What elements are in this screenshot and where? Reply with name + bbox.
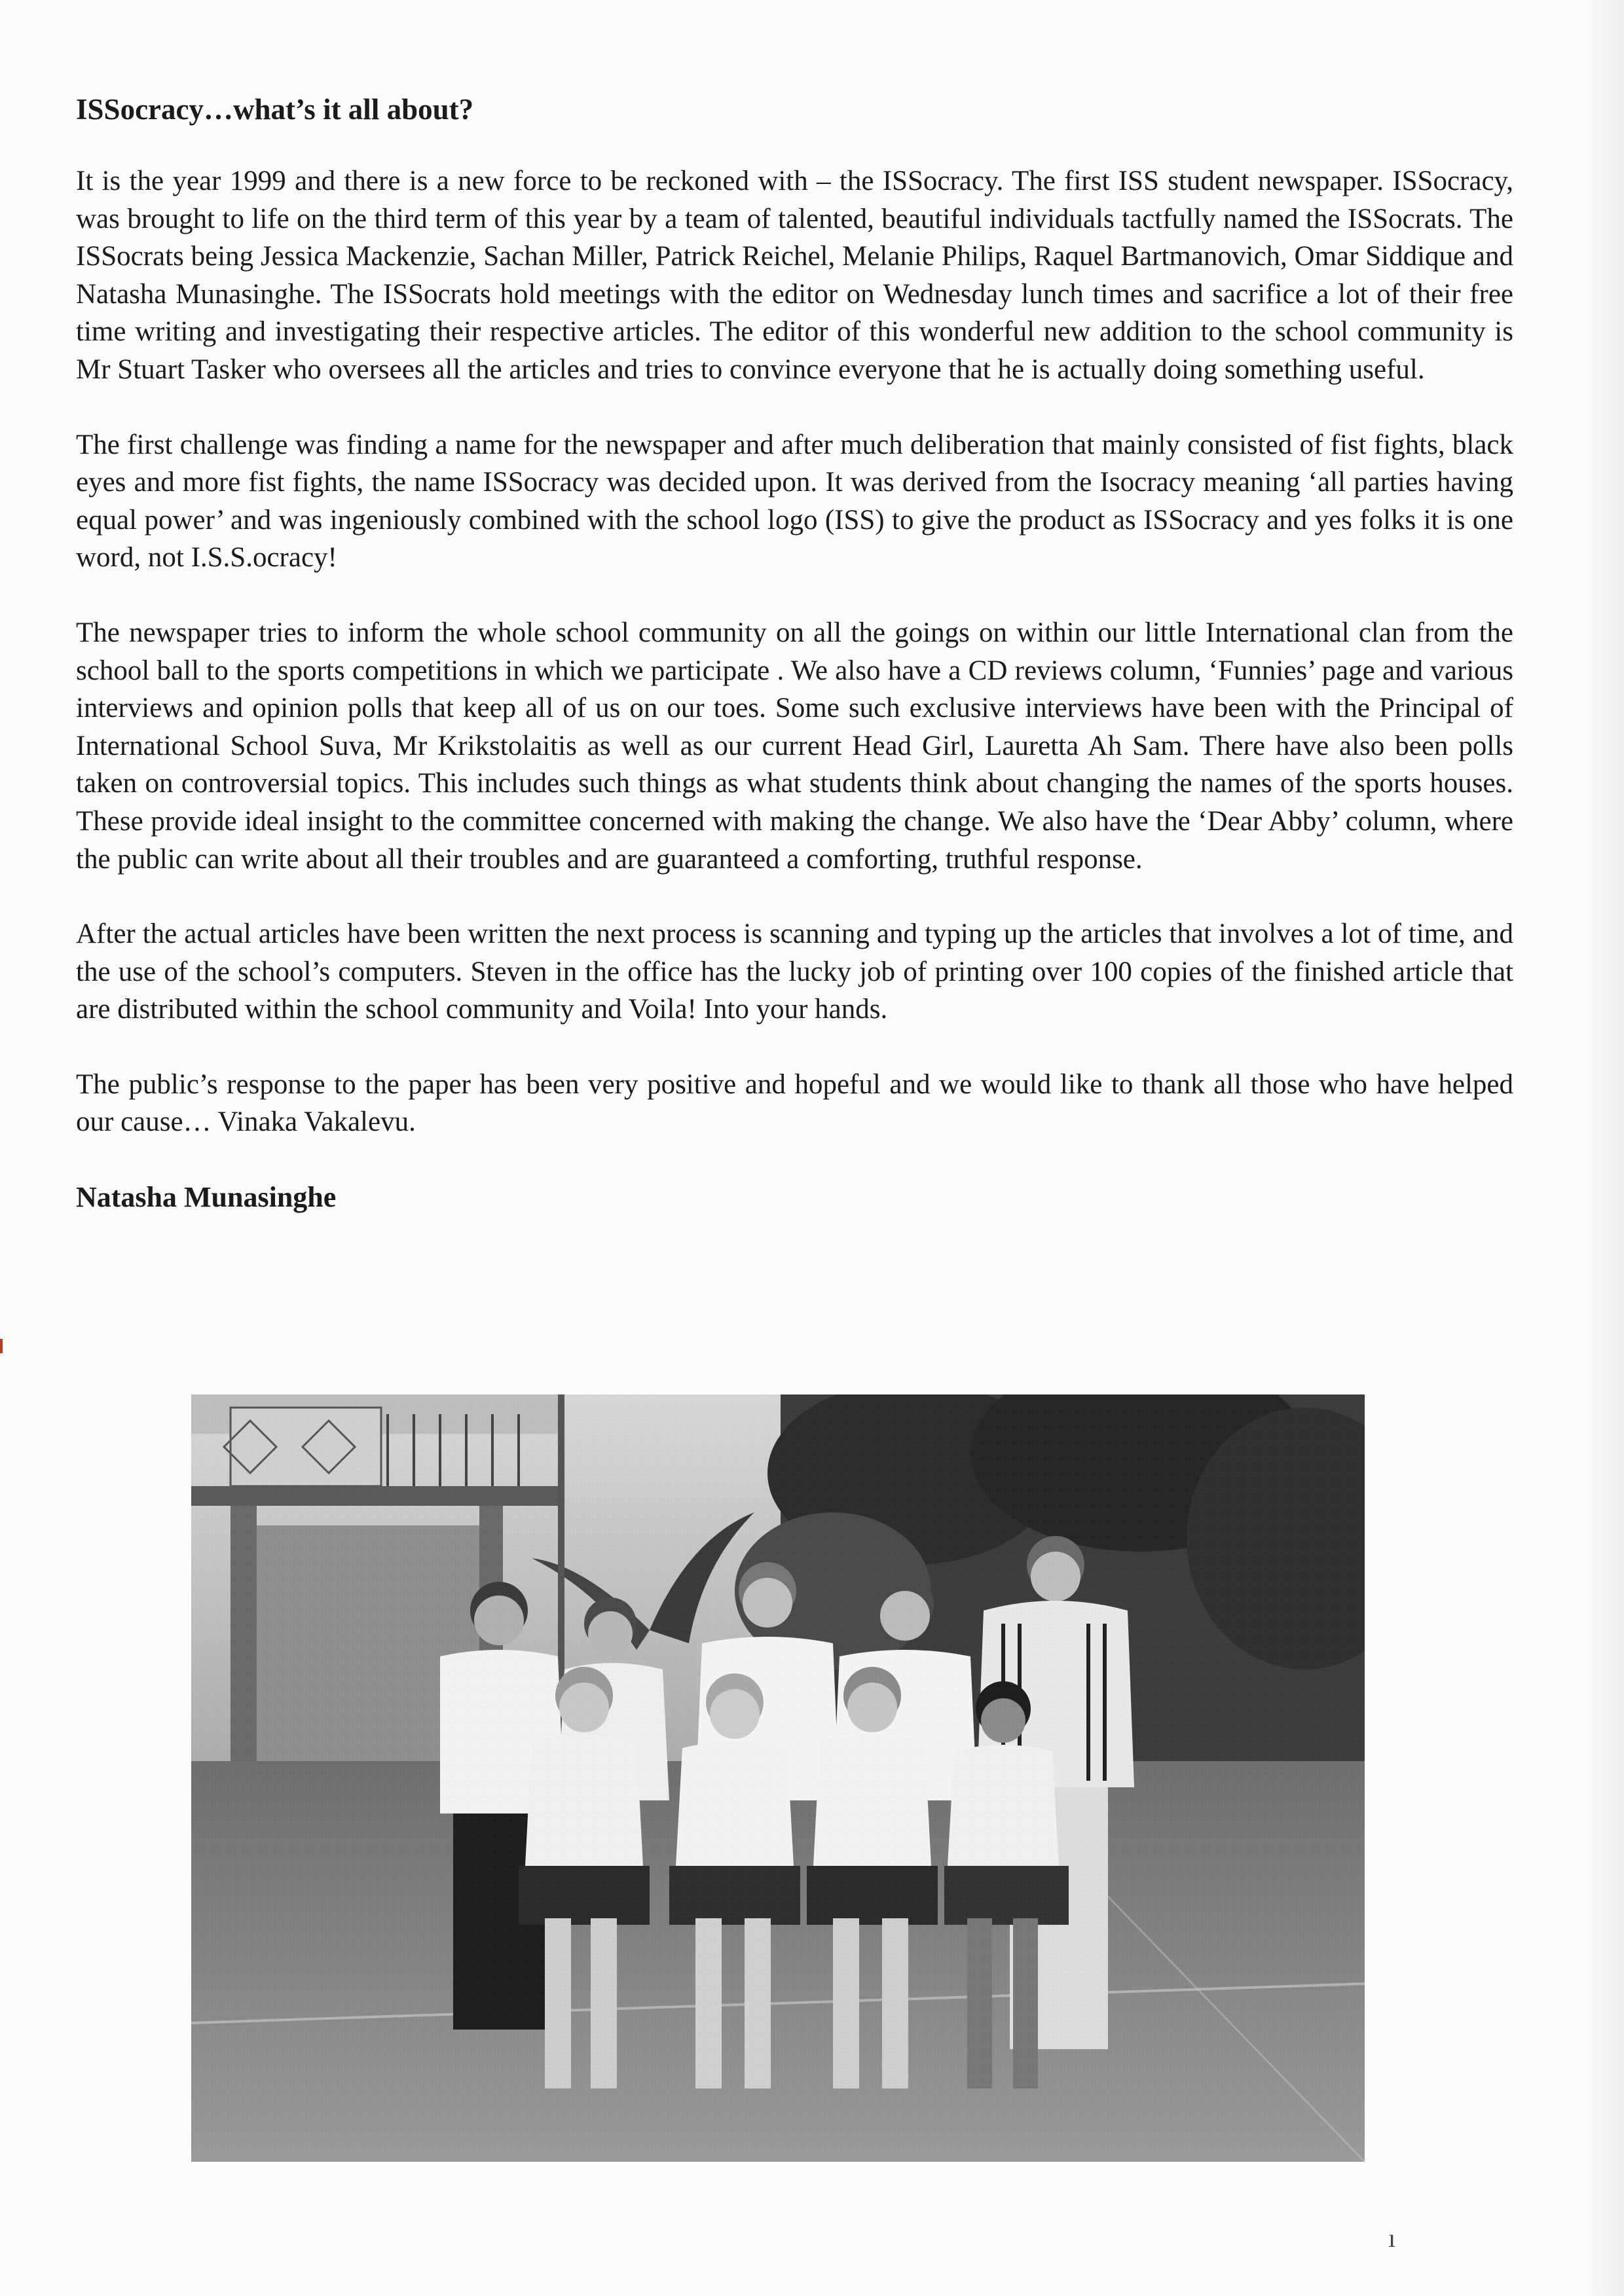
article-paragraph-4: After the actual articles have been written the next process is scanning and typing up the articles that involves a lot of time, and the use of the school’s computers. Steven in the office has the lucky job of printing over 100 copies of the finished article that are distributed within the school community and Voila! Into your hands. xyxy=(76,919,1513,1025)
scan-bottom-mark: ı xyxy=(1388,2223,1396,2253)
article-paragraph-1: It is the year 1999 and there is a new force to be reckoned with – the ISSocracy. The first ISS student newspaper. ISSocracy, was brought to life on the third term of this year by a team of talented, beautiful individuals tactfully named the ISSocrats. The ISSocrats being Jessica Mackenzie, Sachan Miller, Patrick Reichel, Melanie Philips, Raquel Bartmanovich, Omar Siddique and Natasha Munasinghe. The ISSocrats hold meetings with the editor on Wednesday lunch times and sacrifice a lot of their free time writing and investigating their respective articles. The editor of this wonderful new addition to the school community is Mr Stuart Tasker who oversees all the articles and tries to convince everyone that he is actually doing something useful. xyxy=(76,166,1513,385)
article-author: Natasha Munasinghe xyxy=(76,1181,337,1214)
article-paragraph-2: The first challenge was finding a name for the newspaper and after much deliberation that mainly consisted of fist fights, black eyes and more fist fights, the name ISSocracy was decided upon. It was derived from the Isocracy meaning ‘all parties having equal power’ and was ingeniously combined with the school logo (ISS) to give the product as ISSocracy and yes folks it is one word, not I.S.S.ocracy! xyxy=(76,429,1513,574)
article xyxy=(76,90,1513,1216)
group-photo-illustration xyxy=(191,1394,1365,2162)
article-paragraph-5: The public’s response to the paper has been very positive and hopeful and we would like to thank all those who have helped our cause… Vinaka Vakalevu. xyxy=(76,1068,1513,1138)
group-photo xyxy=(191,1394,1365,2162)
article-title: ISSocracy…what’s it all about? xyxy=(76,93,474,126)
article-paragraph-3: The newspaper tries to inform the whole school community on all the goings on within our little International clan from the school ball to the sports competitions in which we participate . We also have a CD reviews column, ‘Funnies’ page and various interviews and opinion polls that keep all of us on our toes. Some such exclusive interviews have been with the Principal of International School Suva, Mr Krikstolaitis as well as our current Head Girl, Lauretta Ah Sam. There have also been polls taken on controversial topics. This includes such things as what students think about changing the names of the sports houses. These provide ideal insight to the committee concerned with making the change. We also have the ‘Dear Abby’ column, where the public can write about all their troubles and are guaranteed a comforting, truthful response. xyxy=(76,617,1513,875)
scan-margin-mark xyxy=(0,1339,3,1353)
scan-edge-shadow xyxy=(1585,0,1624,2296)
